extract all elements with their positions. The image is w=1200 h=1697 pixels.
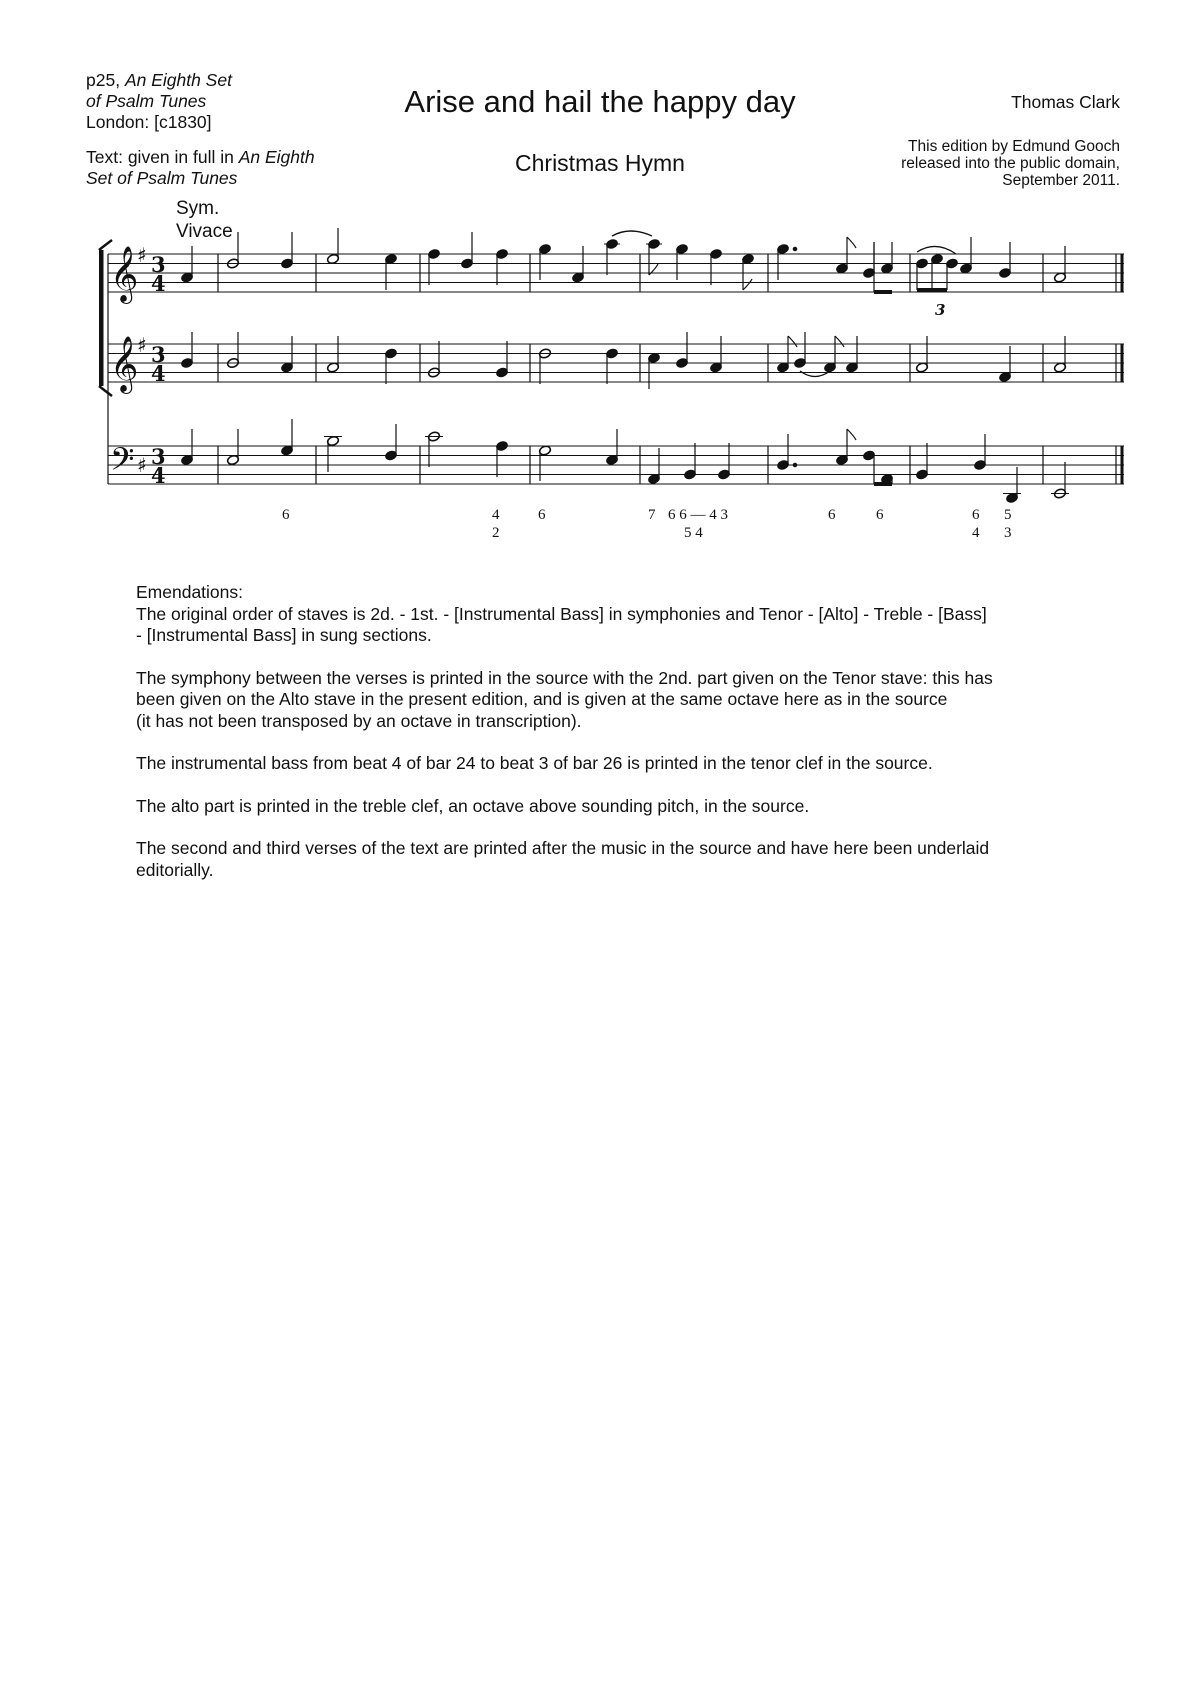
piece-title: Arise and hail the happy day: [404, 84, 796, 119]
figure-bottom: 4: [972, 525, 980, 541]
source-place: London: [c1830]: [86, 112, 212, 132]
edition-line: September 2011.: [1002, 172, 1120, 189]
figure-top: 6: [282, 507, 290, 523]
marking-vivace: Vivace: [176, 221, 233, 242]
emendation-line: The symphony between the verses is printed in the source with the 2nd. part given on the Tenor stave: this has: [136, 667, 993, 688]
emendation-line: - [Instrumental Bass] in sung sections.: [136, 625, 432, 645]
emendation-paragraph: The alto part is printed in the treble clef, an octave above sounding pitch, in the source.: [136, 795, 810, 816]
bass-clef-icon: 𝄢: [110, 441, 135, 485]
text-prefix: Text: given in full in: [86, 147, 239, 167]
figure-top: 7: [648, 507, 656, 523]
svg-text:4: 4: [151, 463, 166, 488]
music-score: [0, 0, 1200, 560]
figure-top: 6: [876, 507, 884, 523]
staff-3-notes: [180, 419, 1069, 504]
svg-text:3: 3: [151, 252, 166, 277]
sharp-icon: ♯: [137, 453, 147, 477]
svg-text:4: 4: [151, 271, 166, 296]
figure-top: 6: [828, 507, 836, 523]
figure-top: 4: [492, 507, 500, 523]
source-prefix: p25,: [86, 70, 125, 90]
emendation-line: (it has not been transposed by an octave in transcription).: [136, 710, 582, 731]
figure-top: 6: [538, 507, 546, 523]
emendation-line: The second and third verses of the text are printed after the music in the source and have here been underlaid: [136, 838, 990, 858]
figure-top: 6 6 — 4 3: [668, 507, 728, 523]
emendations-heading: Emendations:: [136, 582, 244, 602]
emendation-line: been given on the Alto stave in the present edition, and is given at the same octave here as in the source: [136, 689, 948, 709]
figured-bass: [282, 507, 1012, 541]
figure-top: 5: [1004, 507, 1012, 523]
text-title-b: Set of Psalm Tunes: [86, 168, 238, 188]
emendation-line: The original order of staves is 2d. - 1st. - [Instrumental Bass] in symphonies and Tenor - [Alto] - Treble - [Bass]: [136, 603, 987, 624]
emendations: [136, 582, 1076, 902]
source-title-a: An Eighth Set: [124, 70, 232, 90]
staff-3: [108, 446, 1124, 484]
composer-name: Thomas Clark: [1011, 92, 1120, 112]
svg-text:3: 3: [151, 342, 166, 367]
emendation-paragraph: [136, 604, 1076, 647]
svg-text:3: 3: [151, 444, 166, 469]
sharp-icon: ♯: [137, 243, 147, 267]
emendation-paragraph: [136, 668, 1076, 733]
svg-text:4: 4: [151, 361, 166, 386]
source-title-b: of Psalm Tunes: [86, 91, 207, 111]
figure-bottom: 2: [492, 525, 500, 541]
barlines: [218, 254, 1122, 484]
triplet-mark: 3: [935, 301, 946, 319]
marking-sym: Sym.: [176, 198, 220, 219]
treble-clef-icon: 𝄞: [110, 246, 139, 302]
staff-2-notes: [180, 332, 1066, 389]
figure-top: 6: [972, 507, 980, 523]
emendation-line: editorially.: [136, 859, 214, 880]
edition-line: released into the public domain,: [901, 155, 1120, 172]
text-title-a: An Eighth: [238, 147, 315, 167]
piece-subtitle: Christmas Hymn: [515, 150, 685, 176]
treble-clef-icon: 𝄞: [110, 336, 139, 392]
figure-bottom: 5 4: [684, 525, 703, 541]
time-signature: [151, 252, 166, 488]
edition-line: This edition by Edmund Gooch: [908, 138, 1120, 155]
emendation-paragraph: The instrumental bass from beat 4 of bar 24 to beat 3 of bar 26 is printed in the tenor clef in the source.: [136, 753, 933, 773]
figure-bottom: 3: [1004, 525, 1012, 541]
sharp-icon: ♯: [137, 333, 147, 357]
emendation-paragraph: [136, 838, 1076, 881]
